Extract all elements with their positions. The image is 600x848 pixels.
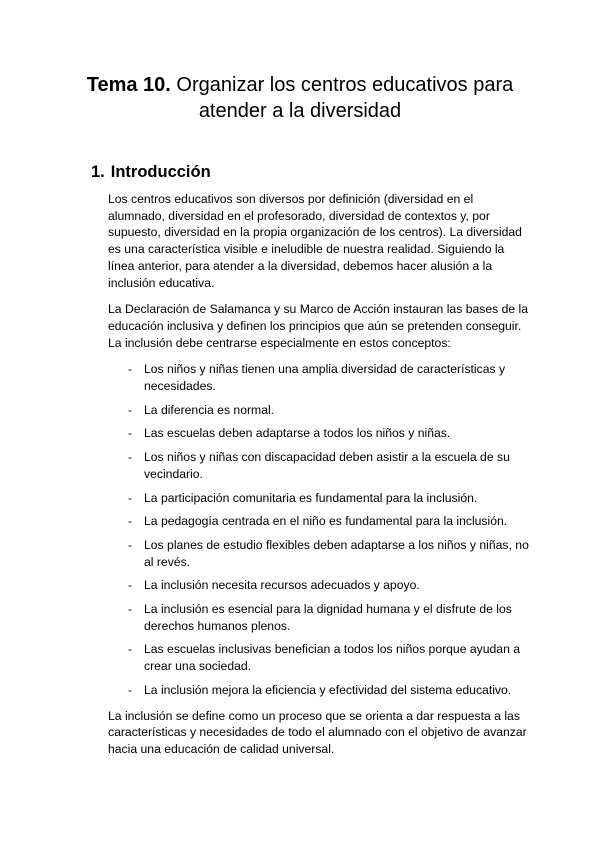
list-item bbox=[108, 641, 533, 674]
list-item-text: La pedagogía centrada en el niño es fundamental para la inclusión. bbox=[144, 514, 508, 529]
list-item-text: Los planes de estudio flexibles deben adaptarse a los niños y niñas, no al revés. bbox=[144, 537, 529, 569]
list-item bbox=[108, 682, 533, 699]
list-dash: - bbox=[128, 490, 133, 505]
list-dash: - bbox=[128, 682, 133, 697]
paragraph-salamanca: La Declaración de Salamanca y su Marco de Acción instauran las bases de la educación inclusiva y definen los principios que aún se pretenden conseguir. La inclusión debe centrarse especialmente en estos conceptos: bbox=[108, 302, 529, 350]
section-number: 1. bbox=[91, 163, 105, 181]
list-item-text: Las escuelas deben adaptarse a todos los niños y niñas. bbox=[144, 426, 451, 441]
list-item bbox=[108, 577, 533, 594]
list-item-text: Los niños y niñas tienen una amplia diversidad de características y necesidades. bbox=[144, 362, 506, 394]
list-item-text: Las escuelas inclusivas benefician a todos los niños porque ayudan a crear una sociedad. bbox=[144, 642, 521, 674]
list-item bbox=[108, 425, 533, 442]
section-heading bbox=[91, 162, 211, 182]
list-item bbox=[108, 402, 533, 419]
list-dash: - bbox=[128, 642, 133, 657]
list-dash: - bbox=[128, 602, 133, 617]
paragraph-definition: La inclusión se define como un proceso que se orienta a dar respuesta a las características y necesidades de todo el alumnado con el objetivo de avanzar hacia una educación de calidad universal. bbox=[108, 708, 527, 756]
list-item bbox=[108, 361, 533, 394]
principles-list bbox=[108, 361, 533, 698]
list-item bbox=[108, 490, 533, 507]
list-dash: - bbox=[128, 402, 133, 417]
title-topic-number: Tema 10. bbox=[86, 74, 171, 96]
list-item-text: La inclusión es esencial para la dignidad humana y el disfrute de los derechos humanos plenos. bbox=[144, 602, 512, 633]
list-dash: - bbox=[128, 514, 133, 529]
list-item bbox=[108, 537, 533, 570]
list-dash: - bbox=[128, 537, 133, 552]
list-item-text: La inclusión necesita recursos adecuados y apoyo. bbox=[144, 578, 420, 593]
section-title: Introducción bbox=[110, 163, 211, 181]
section-body bbox=[108, 191, 533, 768]
list-dash: - bbox=[128, 578, 133, 593]
title-text: Organizar los centros educativos para atender a la diversidad bbox=[176, 74, 514, 122]
list-dash: - bbox=[128, 426, 133, 441]
list-item bbox=[108, 449, 533, 482]
list-item-text: La participación comunitaria es fundamental para la inclusión. bbox=[144, 490, 478, 505]
list-item bbox=[108, 513, 533, 530]
list-item-text: Los niños y niñas con discapacidad deben asistir a la escuela de su vecindario. bbox=[144, 450, 510, 481]
list-dash: - bbox=[128, 362, 133, 377]
document-title bbox=[60, 72, 540, 124]
list-item bbox=[108, 601, 533, 634]
list-dash: - bbox=[128, 450, 133, 465]
list-item-text: La inclusión mejora la eficiencia y efectividad del sistema educativo. bbox=[144, 682, 512, 697]
paragraph-intro: Los centros educativos son diversos por definición (diversidad en el alumnado, diversidad en el profesorado, diversidad de contextos y, por supuesto, diversidad en la propia organización de los centros). La diversidad es una característica visible e ineludible de nuestra realidad. Siguiendo la línea anterior, para atender a la diversidad, debemos hacer alusión a la inclusión educativa. bbox=[108, 192, 522, 290]
list-item-text: La diferencia es normal. bbox=[144, 402, 275, 417]
